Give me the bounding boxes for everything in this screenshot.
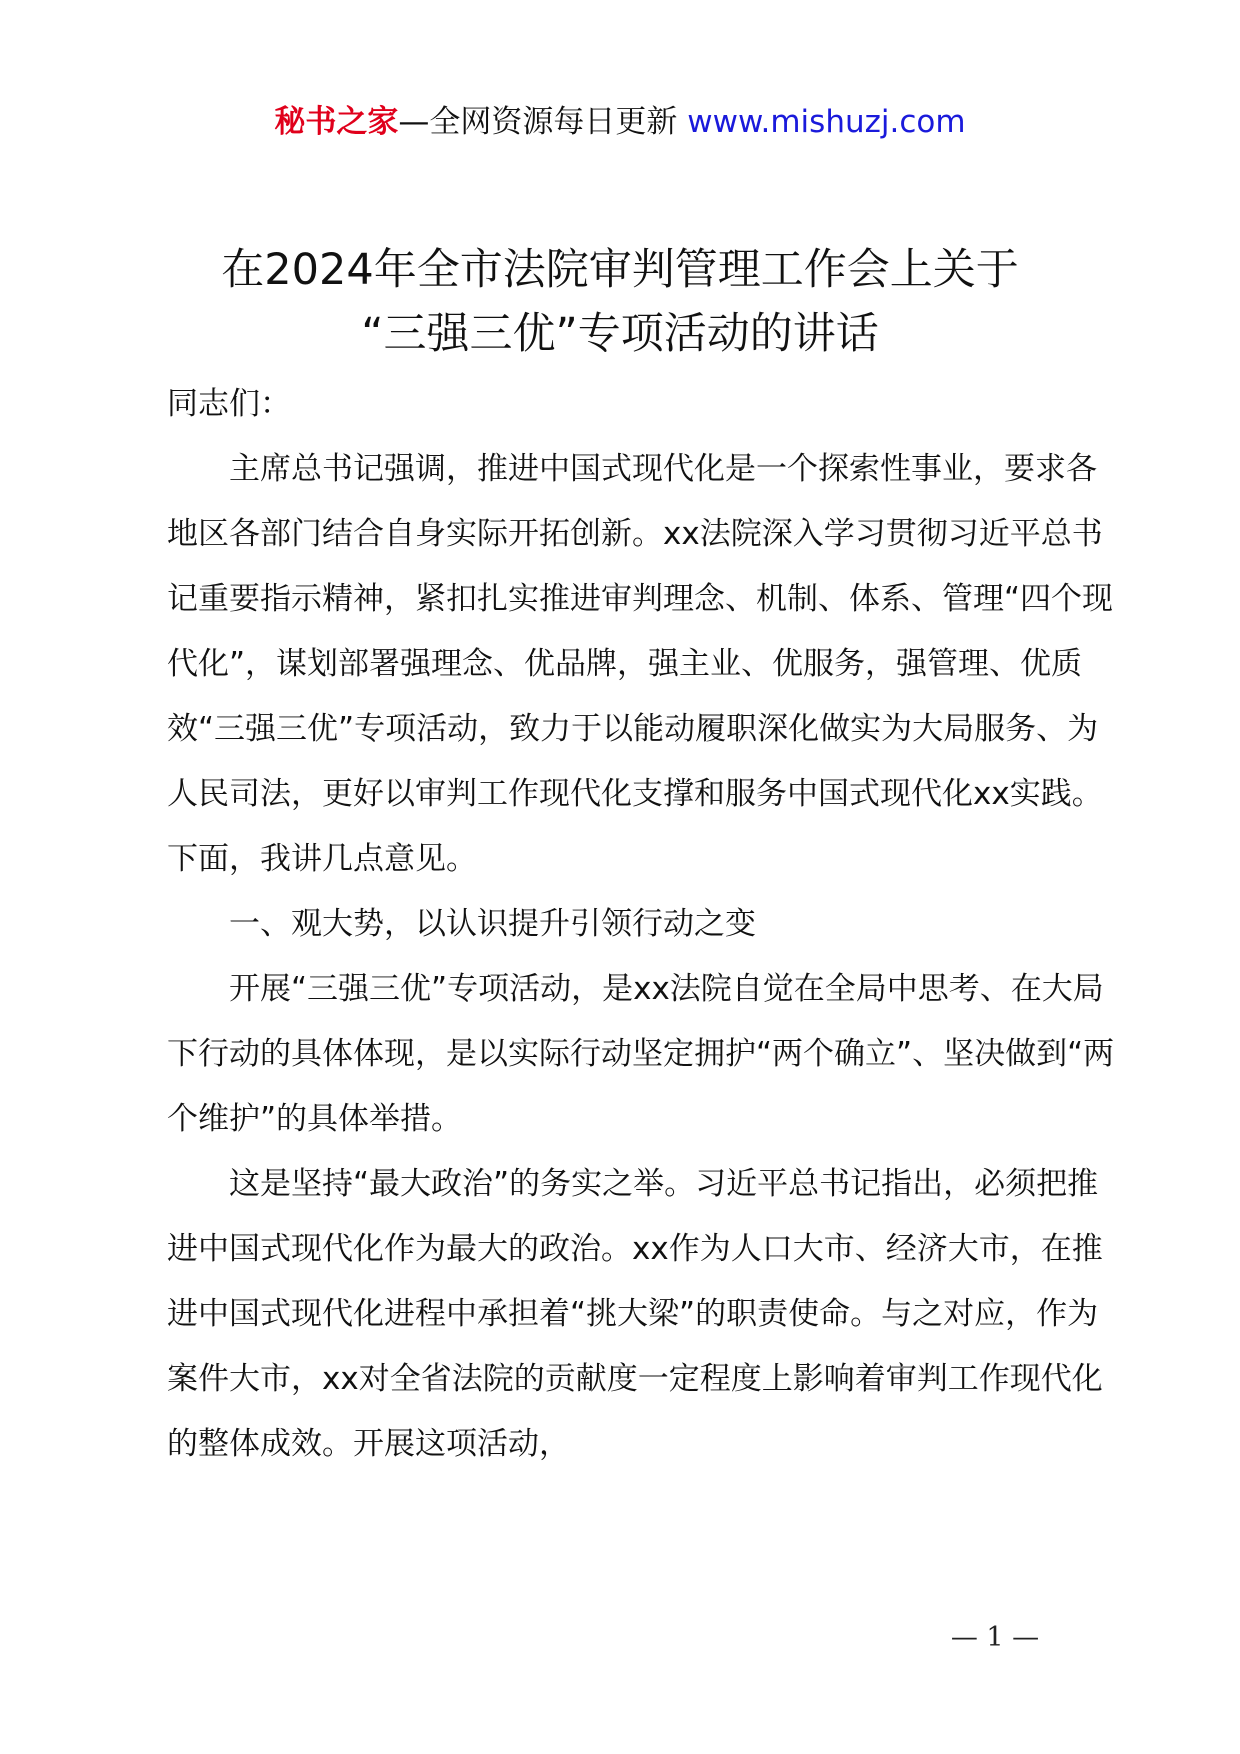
page-number: — 1 — — [950, 1622, 1040, 1653]
site-url-link[interactable]: www.mishuzj.com — [687, 104, 966, 140]
title-line-2: “三强三优”专项活动的讲话 — [361, 309, 879, 359]
paragraph-intro: 主席总书记强调，推进中国式现代化是一个探索性事业，要求各地区各部门结合自身实际开拓创新。xx法院深入学习贯彻习近平总书记重要指示精神，紧扣扎实推进审判理念、机制、体系、管理“四个现代化”，谋划部署强理念、优品牌，强主业、优服务，强管理、优质效“三强三优”专项活动，致力于以能动履职深化做实为大局服务、为人民司法，更好以审判工作现代化支撑和服务中国式现代化xx实践。下面，我讲几点意见。 — [167, 451, 1114, 877]
section-heading-1: 一、观大势，以认识提升引领行动之变 — [229, 906, 756, 942]
title-line-1: 在2024年全市法院审判管理工作会上关于 — [221, 245, 1019, 295]
site-brand: 秘书之家 — [274, 104, 399, 140]
document-title — [0, 238, 1240, 366]
salutation: 同志们： — [167, 386, 291, 422]
paragraph-3: 这是坚持“最大政治”的务实之举。习近平总书记指出，必须把推进中国式现代化作为最大的政治。xx作为人口大市、经济大市，在推进中国式现代化进程中承担着“挑大梁”的职责使命。与之对应，作为案件大市，xx对全省法院的贡献度一定程度上影响着审判工作现代化的整体成效。开展这项活动， — [167, 1166, 1103, 1462]
site-tagline: —全网资源每日更新 — [398, 104, 678, 140]
paragraph-2: 开展“三强三优”专项活动，是xx法院自觉在全局中思考、在大局下行动的具体体现，是以实际行动坚定拥护“两个确立”、坚决做到“两个维护”的具体举措。 — [167, 971, 1115, 1137]
site-watermark-header — [0, 100, 1240, 144]
document-body — [167, 372, 1117, 1477]
